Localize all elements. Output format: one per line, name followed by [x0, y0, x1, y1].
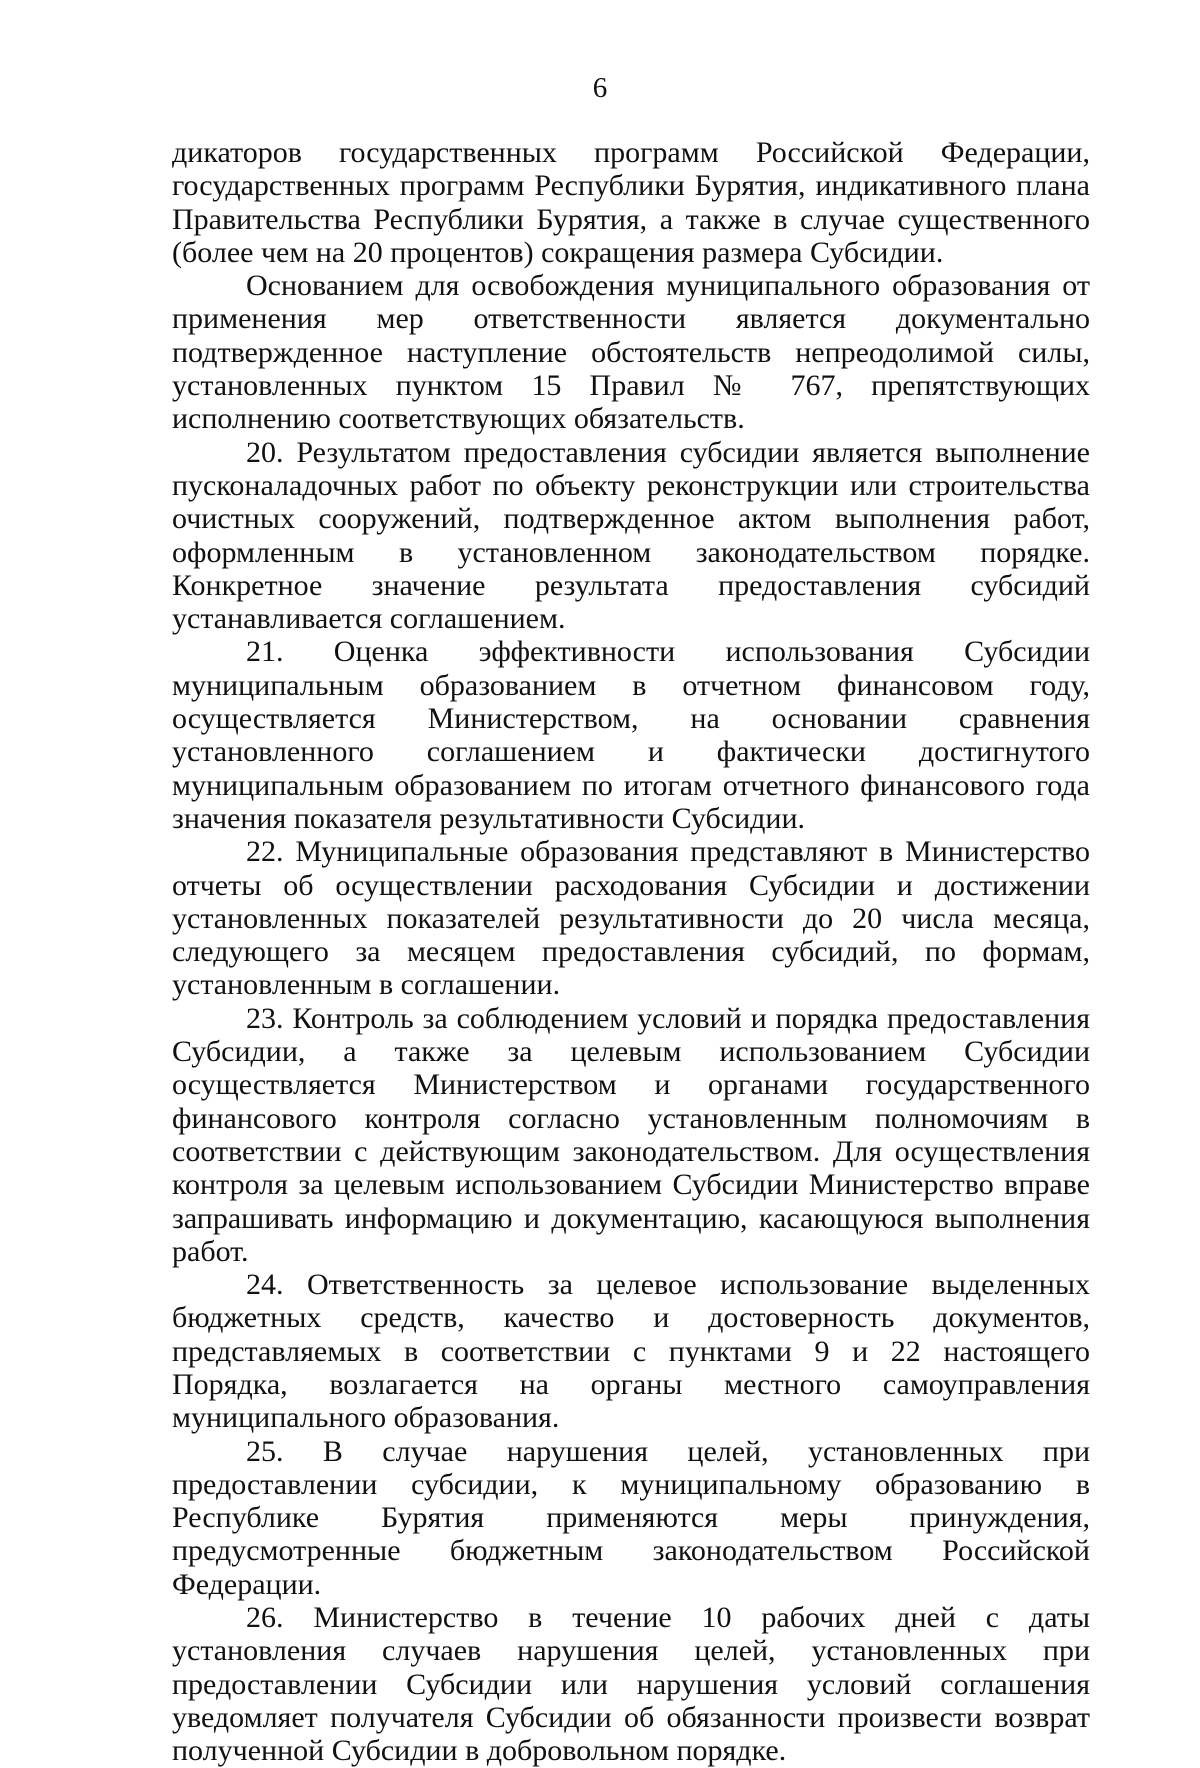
paragraph-item-21: 21. Оценка эффективности использования Субсидии муниципальным образованием в отчетном финансовом году, осуществляется Министерством, на основании сравнения установленного соглашением и фактически достигнутого муниципальным образованием по итогам отчетного финансового года значения показателя результативности Субсидии. [172, 635, 1090, 835]
paragraph-force-majeure: Основанием для освобождения муниципального образования от применения мер ответственности является документально подтвержденное наступление обстоятельств непреодолимой силы, установленных пунктом 15 Правил № 767, препятствующих исполнению соответствующих обязательств. [172, 269, 1090, 436]
paragraph-item-22: 22. Муниципальные образования представляют в Министерство отчеты об осуществлении расходования Субсидии и достижении установленных показателей результативности до 20 числа месяца, следующего за месяцем предоставления субсидий, по формам, установленным в соглашении. [172, 835, 1090, 1002]
paragraph-item-25: 25. В случае нарушения целей, установленных при предоставлении субсидии, к муниципальному образованию в Республике Бурятия применяются меры принуждения, предусмотренные бюджетным законодательством Российской Федерации. [172, 1434, 1090, 1601]
paragraph-item-24: 24. Ответственность за целевое использование выделенных бюджетных средств, качество и достоверность документов, представляемых в соответствии с пунктами 9 и 22 настоящего Порядка, возлагается на органы местного самоуправления муниципального образования. [172, 1268, 1090, 1435]
page-number: 6 [592, 72, 608, 104]
paragraph-item-20: 20. Результатом предоставления субсидии является выполнение пусконаладочных работ по объекту реконструкции или строительства очистных сооружений, подтвержденное актом выполнения работ, оформленным в установленном законодательством порядке. Конкретное значение результата предоставления субсидий устанавливается соглашением. [172, 435, 1090, 636]
document-body [172, 136, 1090, 1768]
paragraph-item-26: 26. Министерство в течение 10 рабочих дней с даты установления случаев нарушения целей, установленных при предоставлении Субсидии или нарушения условий соглашения уведомляет получателя Субсидии об обязанности произвести возврат полученной Субсидии в добровольном порядке. [172, 1601, 1090, 1768]
paragraph-continuation: дикаторов государственных программ Российской Федерации, государственных программ Республики Бурятия, индикативного плана Правительства Республики Бурятия, а также в случае существенного (более чем на 20 процентов) сокращения размера Субсидии. [172, 136, 1090, 269]
paragraph-item-23: 23. Контроль за соблюдением условий и порядка предоставления Субсидии, а также за целевым использованием Субсидии осуществляется Министерством и органами государственного финансового контроля согласно установленным полномочиям в соответствии с действующим законодательством. Для осуществления контроля за целевым использованием Субсидии Министерство вправе запрашивать информацию и документацию, касающуюся выполнения работ. [172, 1001, 1090, 1268]
